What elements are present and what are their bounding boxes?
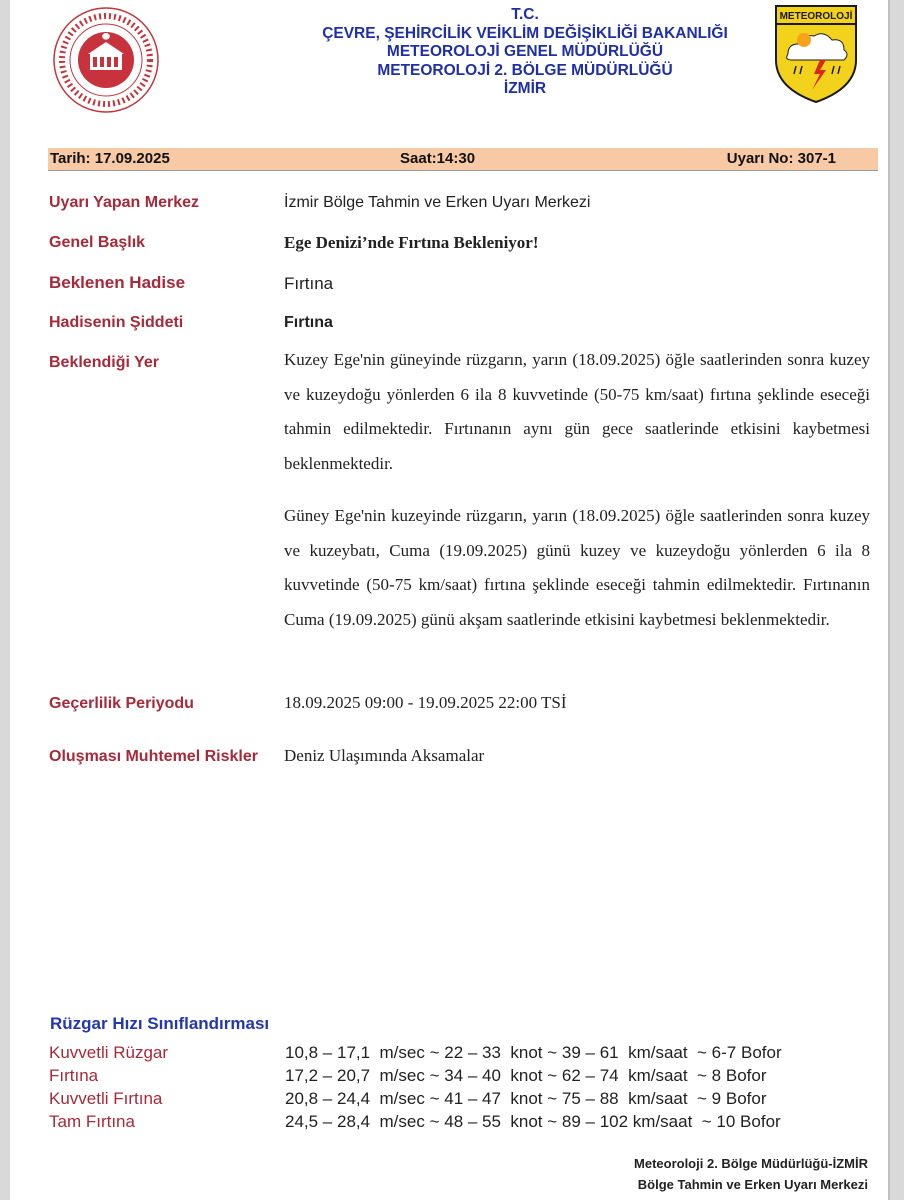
page-edge <box>888 0 890 1200</box>
header-line-directorate: METEOROLOJİ GENEL MÜDÜRLÜĞÜ <box>386 43 664 60</box>
warning-time: Saat:14:30 <box>400 150 476 167</box>
class-speeds: 20,8 – 24,4 m/sec ~ 41 – 47 knot ~ 75 – 88 km/saat ~ 9 Bofor <box>285 1089 767 1108</box>
header-line-tc: T.C. <box>511 6 539 23</box>
logo-text: METEOROLOJİ <box>779 11 853 22</box>
center-label: Uyarı Yapan Merkez <box>49 194 200 211</box>
warning-number: Uyarı No: 307-1 <box>726 150 836 167</box>
class-name: Fırtına <box>49 1066 99 1085</box>
title-value: Ege Denizi’nde Fırtına Bekleniyor! <box>284 233 539 252</box>
class-speeds: 17,2 – 20,7 m/sec ~ 34 – 40 knot ~ 62 – 74 km/saat ~ 8 Bofor <box>285 1066 767 1085</box>
header-line-city: İZMİR <box>503 80 547 97</box>
severity-label: Hadisenin Şiddeti <box>49 314 184 331</box>
risks-value: Deniz Ulaşımında Aksamalar <box>284 746 485 765</box>
footer-line-center: Bölge Tahmin ve Erken Uyarı Merkezi <box>637 1177 868 1192</box>
place-paragraph-south: Güney Ege'nin kuzeyinde rüzgarın, yarın (18.09.2025) öğle saatlerinden sonra kuzey ve kuzeybatı, Cuma (19.09.2025) günü kuzey ve kuzeydoğu yönlerden 6 ila 8 kuvvetinde (50-75 km/saat) fırtına şeklinde eseceği tahmin edilmektedir. Fırtınanın Cuma (19.09.2025) günü akşam saatlerinde etkisini kaybetmesi beklenmektedir. <box>284 506 870 629</box>
validity-value: 18.09.2025 09:00 - 19.09.2025 22:00 TSİ <box>284 693 567 712</box>
header-line-region: METEOROLOJİ 2. BÖLGE MÜDÜRLÜĞÜ <box>377 61 673 79</box>
place-paragraph-north: Kuzey Ege'nin güneyinde rüzgarın, yarın (18.09.2025) öğle saatlerinden sonra kuzey ve kuzeydoğu yönlerden 6 ila 8 kuvvetinde (50-75 km/saat) fırtına şeklinde eseceği tahmin edilmektedir. Fırtınanın aynı gün gece saatlerinde etkisini kaybetmesi beklenmektedir. <box>284 350 870 473</box>
header-line-ministry: ÇEVRE, ŞEHİRCİLİK VEİKLİM DEĞİŞİKLİĞİ BAKANLIĞI <box>322 24 728 42</box>
classification-title: Rüzgar Hızı Sınıflandırması <box>50 1014 270 1033</box>
class-name: Tam Fırtına <box>49 1112 135 1131</box>
title-label: Genel Başlık <box>49 234 146 251</box>
event-label: Beklenen Hadise <box>49 273 186 292</box>
severity-value: Fırtına <box>284 314 333 331</box>
validity-label: Geçerlilik Periyodu <box>49 695 194 712</box>
class-speeds: 10,8 – 17,1 m/sec ~ 22 – 33 knot ~ 39 – 61 km/saat ~ 6-7 Bofor <box>285 1043 782 1062</box>
class-speeds: 24,5 – 28,4 m/sec ~ 48 – 55 knot ~ 89 – 102 km/saat ~ 10 Bofor <box>285 1112 781 1131</box>
document-page <box>10 0 890 1200</box>
warning-date: Tarih: 17.09.2025 <box>50 150 170 167</box>
risks-label: Oluşması Muhtemel Riskler <box>49 748 258 765</box>
footer-signature <box>634 1153 868 1195</box>
warning-info-band <box>48 148 878 171</box>
footer-line-directorate: Meteoroloji 2. Bölge Müdürlüğü-İZMİR <box>634 1156 868 1171</box>
organization-header <box>230 6 820 99</box>
class-name: Kuvvetli Fırtına <box>49 1089 163 1108</box>
place-label: Beklendiği Yer <box>49 354 159 371</box>
ministry-seal-logo <box>52 6 160 114</box>
event-value: Fırtına <box>284 274 334 293</box>
class-name: Kuvvetli Rüzgar <box>49 1043 169 1062</box>
meteoroloji-logo <box>774 4 858 104</box>
center-value: İzmir Bölge Tahmin ve Erken Uyarı Merkezi <box>284 194 591 211</box>
